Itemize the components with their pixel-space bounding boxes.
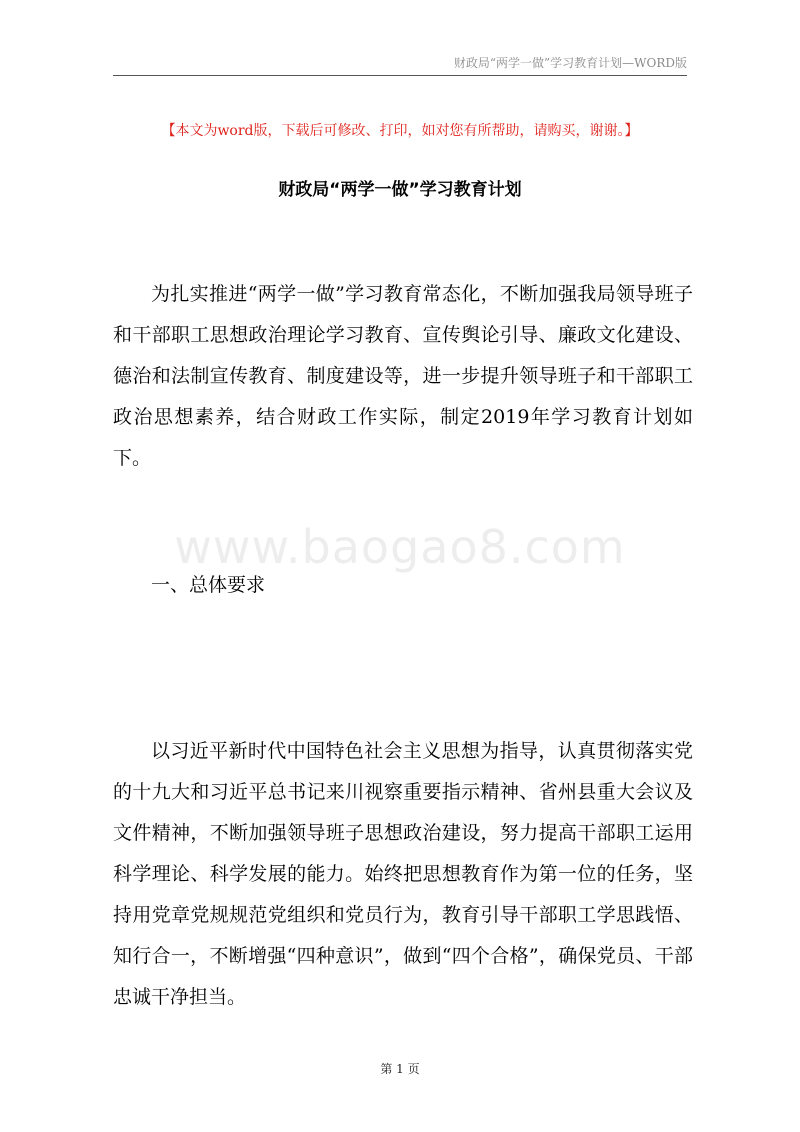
section-paragraph: 以习近平新时代中国特色社会主义思想为指导，认真贯彻落实党的十九大和习近平总书记来川视察重要指示精神、省州县重大会议及文件精神，不断加强领导班子思想政治建设，努力提高干部职工运用科学理论、科学发展的能力。始终把思想教育作为第一位的任务，坚持用党章党规规范党组织和党员行为，教育引导干部职工学思践悟、知行合一，不断增强“四种意识”，做到“四个合格”，确保党员、干部忠诚干净担当。 <box>113 740 693 1008</box>
intro-paragraph: 为扎实推进“两学一做”学习教育常态化，不断加强我局领导班子和干部职工思想政治理论学习教育、宣传舆论引导、廉政文化建设、德治和法制宣传教育、制度建设等，进一步提升领导班子和干部职工政治思想素养，结合财政工作实际，制定2019年学习教育计划如下。 <box>113 283 693 469</box>
header-divider <box>113 75 687 76</box>
document-title: 财政局“两学一做”学习教育计划 <box>278 180 522 200</box>
download-notice: 【本文为word版，下载后可修改、打印，如对您有所帮助，请购买，谢谢。】 <box>161 123 639 139</box>
running-header: 财政局“两学一做”学习教育计划—WORD版 <box>453 56 687 70</box>
section-heading: 一、总体要求 <box>151 574 266 596</box>
page-number: 第 1 页 <box>380 1062 420 1076</box>
watermark: www.baogao8.com <box>174 520 626 574</box>
